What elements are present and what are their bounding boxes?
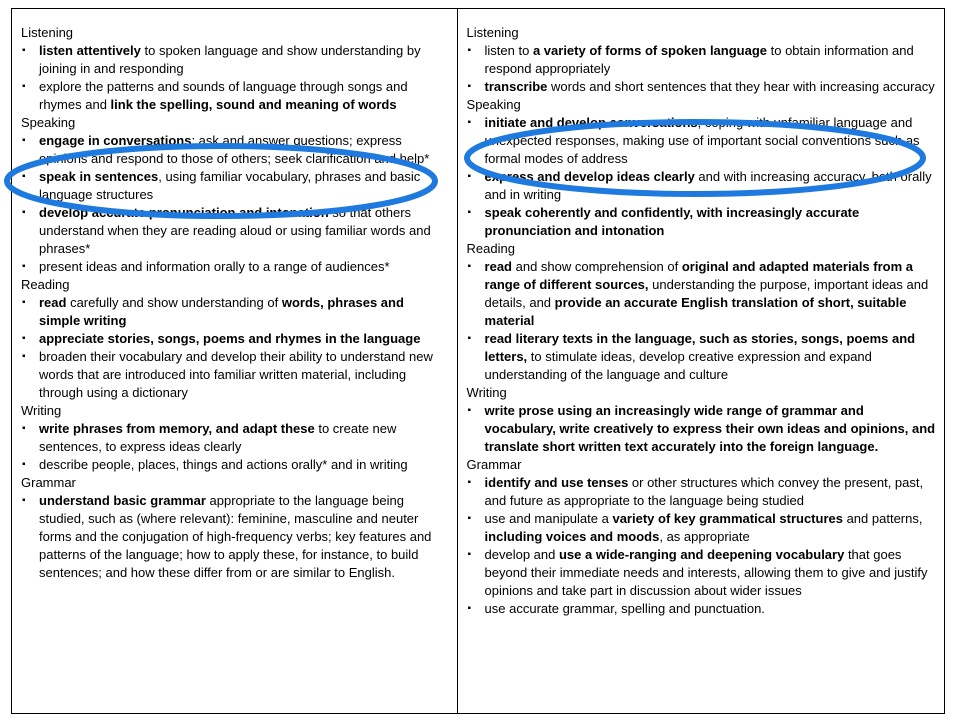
text: appropriate to the language being studied, such as (where relevant): feminine, masculine and neuter forms and the conjugation of high-frequency verbs; key features and patterns of the language; how to apply these, for instance, to build sentences; and how these differ from or are similar to English. — [39, 493, 432, 580]
text: explore the patterns and sounds of language through songs and rhymes and — [39, 79, 408, 112]
text: listen to — [484, 43, 533, 58]
list-item — [21, 294, 449, 330]
list-item — [21, 420, 449, 456]
list-item — [21, 204, 449, 258]
text: use and manipulate a — [484, 511, 613, 526]
list-item — [21, 456, 449, 474]
section-title-grammar: Grammar — [21, 475, 76, 490]
text: present ideas and information orally to a range of audiences* — [39, 259, 390, 274]
list-item — [467, 78, 938, 96]
list-item — [467, 510, 938, 546]
bold-text: appreciate stories, songs, poems and rhymes in the language — [39, 331, 421, 346]
text: , coping with unfamiliar language and unexpected responses, making use of important social conventions such as formal modes of address — [484, 115, 920, 166]
list-item — [21, 330, 449, 348]
bullet-icon: ▪ — [22, 45, 26, 56]
bold-text: listen attentively — [39, 43, 141, 58]
list-item — [467, 330, 938, 384]
bullet-icon: ▪ — [467, 81, 472, 92]
section-list-speaking — [21, 132, 449, 276]
bold-text: original and adapted materials from a range of different sources, — [484, 259, 913, 292]
bold-text: read — [484, 259, 512, 274]
list-item — [467, 600, 938, 618]
bullet-icon: ▪ — [467, 117, 472, 128]
ks2-column — [12, 9, 458, 713]
bullet-icon: ▪ — [22, 81, 26, 92]
bold-text: initiate and develop conversations — [484, 115, 698, 130]
section-list-reading — [21, 294, 449, 402]
section-list-grammar — [21, 492, 449, 582]
bold-text: engage in conversations — [39, 133, 192, 148]
section-title-listening: Listening — [466, 25, 519, 40]
bold-text: variety of key grammatical structures — [612, 511, 843, 526]
list-item — [21, 258, 449, 276]
bullet-icon: ▪ — [22, 333, 26, 344]
bold-text: develop accurate pronunciation and intonation — [39, 205, 329, 220]
bold-text: write prose using an increasingly wide range of grammar and vocabulary, write creatively to express their own ideas and opinions, and translate short written text accurately into the foreign language. — [484, 403, 936, 454]
bold-text: link the spelling, sound and meaning of words — [110, 97, 397, 112]
list-item — [467, 204, 938, 240]
section-title-reading: Reading — [21, 277, 70, 292]
bullet-icon: ▪ — [467, 477, 472, 488]
bullet-icon: ▪ — [22, 495, 26, 506]
text: carefully and show understanding of — [66, 295, 282, 310]
bold-text: understand basic grammar — [39, 493, 206, 508]
bullet-icon: ▪ — [467, 405, 472, 416]
section-title-listening: Listening — [21, 25, 74, 40]
text: to obtain information and respond appropriately — [484, 43, 914, 76]
section-title-speaking: Speaking — [21, 115, 76, 130]
list-item — [21, 132, 449, 168]
bullet-icon: ▪ — [467, 603, 472, 614]
ks3-column — [458, 9, 944, 713]
section-title-writing: Writing — [21, 403, 62, 418]
bullet-icon: ▪ — [467, 513, 472, 524]
section-title-writing: Writing — [466, 385, 507, 400]
text: to create new sentences, to express ideas clearly — [39, 421, 397, 454]
bold-text: provide an accurate English translation of short, suitable material — [484, 295, 907, 328]
bold-text: a variety of forms of spoken language — [532, 43, 768, 58]
bullet-icon: ▪ — [22, 351, 26, 362]
bullet-icon: ▪ — [467, 171, 472, 182]
text: , as appropriate — [659, 529, 750, 544]
section-list-listening — [21, 42, 449, 114]
text: words and short sentences that they hear with increasing accuracy — [547, 79, 935, 94]
list-item — [21, 348, 449, 402]
text: and with increasing accuracy, both orally and in writing — [484, 169, 932, 202]
bullet-icon: ▪ — [467, 549, 472, 560]
bold-text: write phrases from memory, and adapt these — [39, 421, 315, 436]
bold-text: including voices and moods — [484, 529, 660, 544]
list-item — [467, 168, 938, 204]
bullet-icon: ▪ — [22, 459, 26, 470]
list-item — [21, 492, 449, 582]
bold-text: identify and use tenses — [484, 475, 629, 490]
text: use accurate grammar, spelling and punctuation. — [484, 601, 765, 616]
bullet-icon: ▪ — [467, 207, 472, 218]
text: or other structures which convey the present, past, and future as appropriate to the language being studied — [484, 475, 924, 508]
text: , using familiar vocabulary, phrases and basic language structures — [39, 169, 421, 202]
text: and patterns, — [842, 511, 923, 526]
text: and show comprehension of — [512, 259, 682, 274]
bullet-icon: ▪ — [22, 261, 26, 272]
bold-text: transcribe — [484, 79, 548, 94]
list-item — [467, 42, 938, 78]
section-title-speaking: Speaking — [466, 97, 521, 112]
bullet-icon: ▪ — [22, 171, 26, 182]
bullet-icon: ▪ — [467, 261, 472, 272]
list-item — [467, 258, 938, 330]
section-list-reading — [467, 258, 938, 384]
list-item — [21, 78, 449, 114]
bold-text: read literary texts in the language, such as stories, songs, poems and letters, — [484, 331, 916, 364]
list-item — [467, 474, 938, 510]
text: to spoken language and show understanding by joining in and responding — [39, 43, 421, 76]
text: develop and — [484, 547, 559, 562]
text: describe people, places, things and actions orally* and in writing — [39, 457, 408, 472]
text: to stimulate ideas, develop creative expression and expand understanding of the language and culture — [484, 349, 872, 382]
bullet-icon: ▪ — [22, 423, 26, 434]
text: that goes beyond their immediate needs and interests, allowing them to give and justify opinions and take part in discussion about wider issues — [484, 547, 928, 598]
section-title-reading: Reading — [466, 241, 515, 256]
text: broaden their vocabulary and develop their ability to understand new words that are introduced into familiar written material, including through using a dictionary — [39, 349, 433, 400]
bullet-icon: ▪ — [467, 45, 472, 56]
text: ; ask and answer questions; express opinions and respond to those of others; seek clarification and help* — [39, 133, 430, 166]
list-item — [467, 402, 938, 456]
bullet-icon: ▪ — [22, 297, 26, 308]
section-list-speaking — [467, 114, 938, 240]
bold-text: speak in sentences — [39, 169, 159, 184]
bullet-icon: ▪ — [22, 207, 26, 218]
list-item — [467, 114, 938, 168]
section-title-grammar: Grammar — [466, 457, 522, 472]
bold-text: words, phrases and simple writing — [39, 295, 404, 328]
list-item — [21, 42, 449, 78]
bullet-icon: ▪ — [467, 333, 472, 344]
text: understanding the purpose, important ideas and details, and — [484, 277, 929, 310]
text: so that others understand when they are reading aloud or using familiar words and phrases* — [39, 205, 431, 256]
section-list-grammar — [467, 474, 938, 618]
section-list-listening — [467, 42, 938, 96]
section-list-writing — [467, 402, 938, 456]
bold-text: use a wide-ranging and deepening vocabulary — [558, 547, 845, 562]
bold-text: express and develop ideas clearly — [484, 169, 695, 184]
section-list-writing — [21, 420, 449, 474]
list-item — [467, 546, 938, 600]
bold-text: read — [39, 295, 67, 310]
list-item — [21, 168, 449, 204]
bullet-icon: ▪ — [22, 135, 26, 146]
curriculum-table — [11, 8, 945, 714]
bold-text: speak coherently and confidently, with increasingly accurate pronunciation and intonation — [484, 205, 860, 238]
